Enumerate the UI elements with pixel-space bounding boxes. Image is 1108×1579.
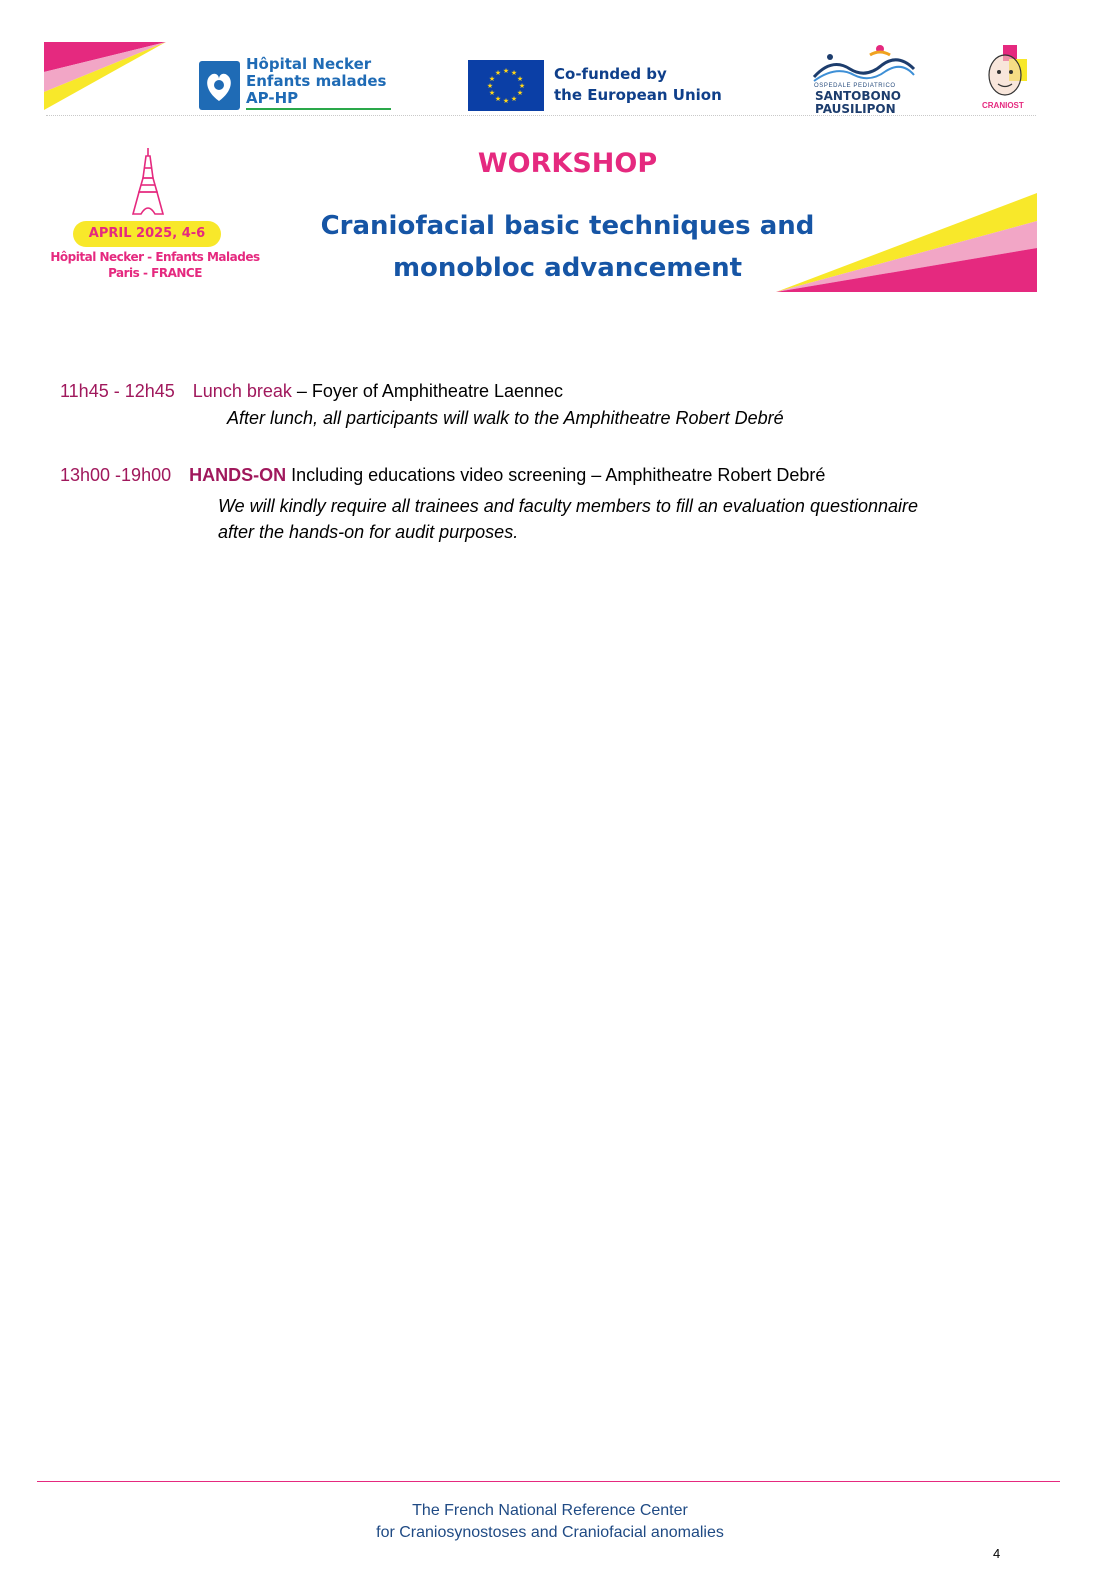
santobono-subtitle: OSPEDALE PEDIATRICO bbox=[814, 83, 896, 89]
workshop-subtitle bbox=[300, 205, 835, 289]
lunch-label: Lunch break bbox=[192, 381, 292, 401]
craniost-label: CRANIOST bbox=[982, 101, 1024, 110]
handson-label: HANDS-ON bbox=[189, 465, 287, 485]
subtitle-line2: monobloc advancement bbox=[392, 253, 743, 283]
schedule-row-lunch bbox=[60, 380, 563, 402]
svg-text:★: ★ bbox=[510, 95, 518, 103]
eiffel-tower-icon bbox=[131, 148, 165, 216]
svg-text:★: ★ bbox=[516, 75, 524, 83]
event-venue bbox=[40, 249, 270, 281]
lunch-location: – Foyer of Amphitheatre Laennec bbox=[291, 381, 564, 401]
svg-text:★: ★ bbox=[494, 69, 502, 77]
venue-line1: Hôpital Necker - Enfants Malades bbox=[50, 250, 260, 264]
decorative-wedge-right bbox=[776, 193, 1037, 292]
footer-line1: The French National Reference Center bbox=[412, 1502, 688, 1519]
necker-line3: AP-HP bbox=[246, 89, 299, 107]
eu-cofunded-text bbox=[554, 64, 722, 106]
handson-note-line2: after the hands-on for audit purposes. bbox=[218, 522, 519, 542]
handson-description: Including educations video screening – Amphitheatre Robert Debré bbox=[286, 465, 826, 485]
handson-note-line1: We will kindly require all trainees and faculty members to fill an evaluation questionnaire bbox=[218, 496, 919, 516]
event-date: APRIL 2025, 4-6 bbox=[88, 226, 206, 241]
handson-time: 13h00 -19h00 bbox=[60, 465, 172, 485]
svg-text:★: ★ bbox=[494, 95, 502, 103]
header-divider bbox=[46, 115, 1036, 116]
schedule-row-handson bbox=[60, 464, 825, 486]
svg-text:★: ★ bbox=[502, 67, 510, 75]
necker-logo-text bbox=[246, 56, 386, 107]
svg-text:★: ★ bbox=[516, 89, 524, 97]
workshop-title: WORKSHOP bbox=[477, 148, 658, 179]
svg-text:★: ★ bbox=[510, 69, 518, 77]
necker-line2: Enfants malades bbox=[246, 72, 387, 90]
svg-text:★: ★ bbox=[488, 75, 496, 83]
decorative-stripes-top bbox=[44, 42, 166, 110]
necker-underline bbox=[246, 108, 391, 110]
page-number: 4 bbox=[993, 1546, 1001, 1561]
footer-divider bbox=[37, 1481, 1060, 1482]
svg-text:★: ★ bbox=[518, 82, 526, 90]
footer-line2: for Craniosynostoses and Craniofacial anomalies bbox=[376, 1524, 724, 1541]
necker-line1: Hôpital Necker bbox=[246, 55, 372, 73]
svg-text:★: ★ bbox=[502, 97, 510, 105]
svg-text:★: ★ bbox=[486, 82, 494, 90]
craniost-face-logo-icon bbox=[983, 45, 1031, 101]
svg-text:★: ★ bbox=[488, 89, 496, 97]
santobono-line1: SANTOBONO bbox=[815, 89, 901, 103]
santobono-wave-logo-icon bbox=[812, 43, 917, 83]
eu-line2: the European Union bbox=[554, 86, 722, 104]
lunch-note: After lunch, all participants will walk to the Amphitheatre Robert Debré bbox=[227, 408, 784, 428]
lunch-time: 11h45 - 12h45 bbox=[60, 381, 175, 401]
eu-flag-icon bbox=[468, 60, 544, 111]
santobono-logo-text bbox=[815, 90, 901, 116]
subtitle-line1: Craniofacial basic techniques and bbox=[320, 211, 815, 241]
santobono-line2: PAUSILIPON bbox=[815, 102, 896, 116]
venue-line2: Paris - FRANCE bbox=[108, 266, 202, 280]
eu-line1: Co-funded by bbox=[554, 65, 667, 83]
footer-text bbox=[300, 1500, 800, 1544]
necker-heart-logo-icon bbox=[199, 61, 240, 110]
